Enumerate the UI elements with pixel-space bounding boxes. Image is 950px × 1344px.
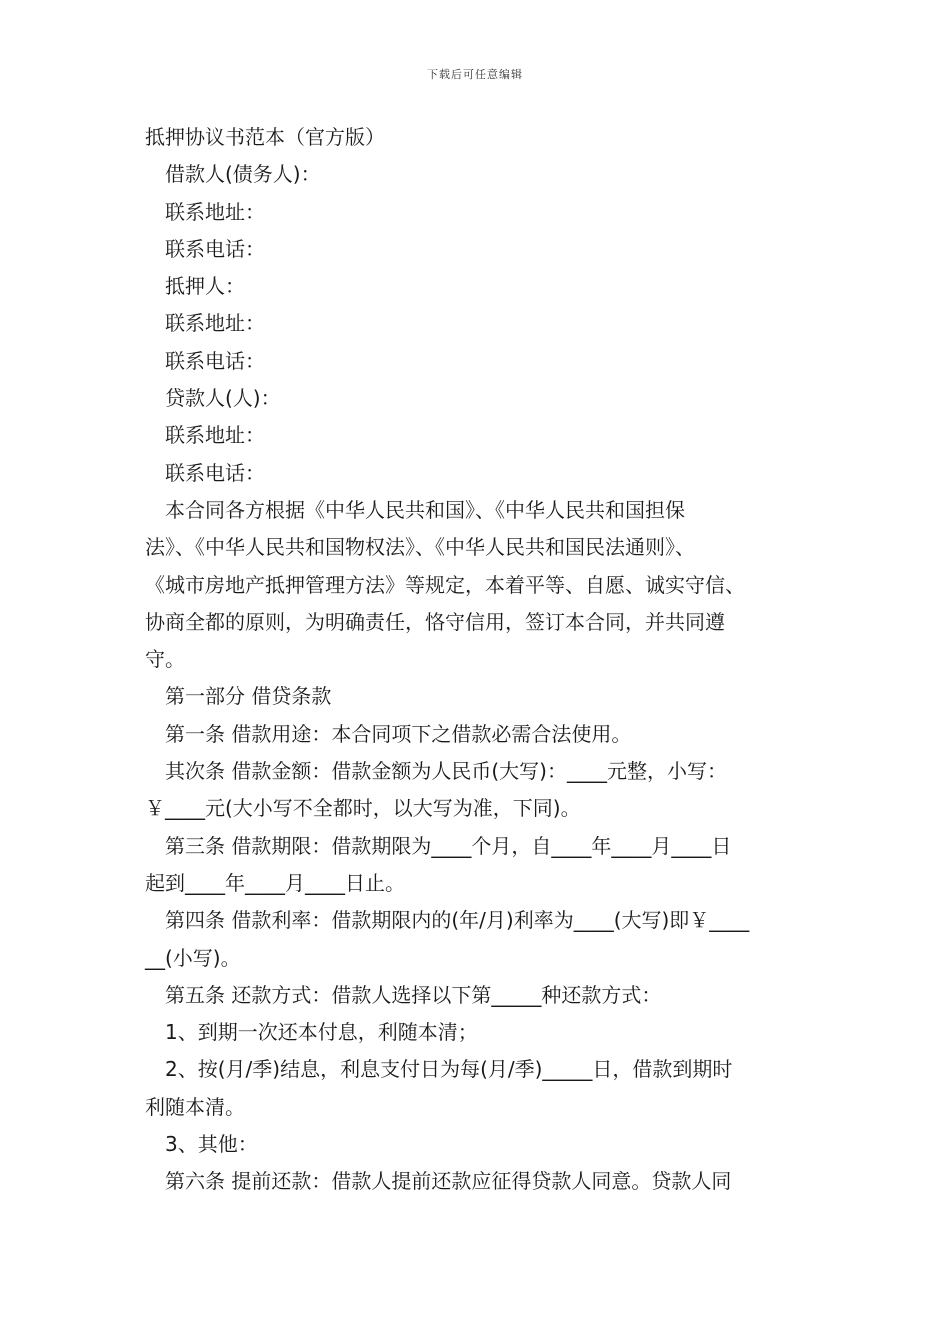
lender-phone-line: 联系电话：	[165, 460, 265, 485]
repayment-option-2-line: 2、按(月/季)结息，利息支付日为每(月/季)_____日，借款到期时	[165, 1057, 733, 1082]
preamble-line: 《城市房地产抵押管理方法》等规定，本着平等、自愿、诚实守信、	[145, 572, 745, 597]
borrower-phone-line: 联系电话：	[165, 236, 265, 261]
mortgagor-line: 抵押人：	[165, 274, 245, 299]
preamble-line: 守。	[145, 647, 185, 672]
borrower-line: 借款人(债务人)：	[165, 162, 321, 187]
article-two-line: ￥____元(大小写不全都时，以大写为准，下同)。	[145, 796, 581, 821]
mortgagor-phone-line: 联系电话：	[165, 348, 265, 373]
repayment-option-1: 1、到期一次还本付息，利随本清；	[165, 1020, 478, 1045]
article-two-line: 其次条 借款金额：借款金额为人民币(大写)：____元整，小写：	[165, 759, 727, 784]
article-three-line: 起到____年____月____日止。	[145, 870, 405, 895]
article-four-line: 第四条 借款利率：借款期限内的(年/月)利率为____(大写)即￥____	[165, 908, 750, 933]
document-body	[145, 119, 813, 1201]
article-one: 第一条 借款用途：本合同项下之借款必需合法使用。	[165, 721, 632, 746]
part-one-title: 第一部分 借贷条款	[165, 684, 332, 709]
article-six: 第六条 提前还款：借款人提前还款应征得贷款人同意。贷款人同	[165, 1169, 732, 1194]
repayment-option-2-line: 利随本清。	[145, 1094, 245, 1119]
preamble-line: 协商全都的原则，为明确责任，恪守信用，签订本合同，并共同遵	[145, 609, 725, 634]
preamble-line: 法》、《中华人民共和国物权法》、《中华人民共和国民法通则》、	[145, 535, 695, 560]
repayment-option-3: 3、其他：	[165, 1132, 258, 1157]
article-three-line: 第三条 借款期限：借款期限为____个月，自____年____月____日	[165, 833, 732, 858]
preamble-line: 本合同各方根据《中华人民共和国》、《中华人民共和国担保	[165, 497, 685, 522]
article-five: 第五条 还款方式：借款人选择以下第_____种还款方式：	[165, 982, 662, 1007]
mortgagor-address-line: 联系地址：	[165, 311, 265, 336]
lender-line: 贷款人(人)：	[165, 386, 281, 411]
document-title: 抵押协议书范本（官方版）	[145, 125, 385, 149]
borrower-address-line: 联系地址：	[165, 199, 265, 224]
lender-address-line: 联系地址：	[165, 423, 265, 448]
article-four-line: __(小写)。	[145, 945, 241, 970]
header-note: 下载后可任意编辑	[427, 68, 523, 81]
